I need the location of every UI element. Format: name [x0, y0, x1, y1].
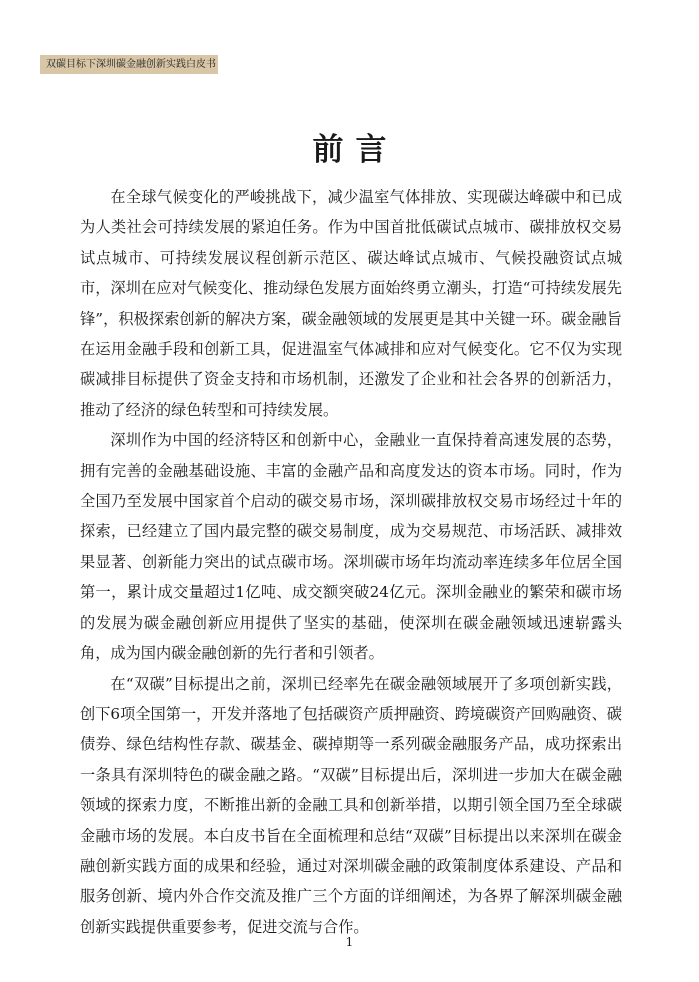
- paragraph-3: 在“双碳”目标提出之前，深圳已经率先在碳金融领域展开了多项创新实践，创下6项全国第一，开发并落地了包括碳资产质押融资、跨境碳资产回购融资、碳债券、绿色结构性存款、碳基金、碳掉期等一系列碳金融服务产品，成功探索出一条具有深圳特色的碳金融之路。“双碳”目标提出后，深圳进一步加大在碳金融领域的探索力度，不断推出新的金融工具和创新举措，以期引领全国乃至全球碳金融市场的发展。本白皮书旨在全面梳理和总结“双碳”目标提出以来深圳在碳金融创新实践方面的成果和经验，通过对深圳碳金融的政策制度体系建设、产品和服务创新、境内外合作交流及推广三个方面的详细阐述，为各界了解深圳碳金融创新实践提供重要参考，促进交流与合作。: [80, 674, 622, 936]
- page-number: 1: [345, 935, 354, 949]
- page-title: 前言: [312, 132, 399, 168]
- paragraph-1: 在全球气候变化的严峻挑战下，减少温室气体排放、实现碳达峰碳中和已成为人类社会可持续发展的紧迫任务。作为中国首批低碳试点城市、碳排放权交易试点城市、可持续发展议程创新示范区、碳达峰试点城市、气候投融资试点城市，深圳在应对气候变化、推动绿色发展方面始终勇立潮头，打造“可持续发展先锋”，积极探索创新的解决方案，碳金融领域的发展更是其中关键一环。碳金融旨在运用金融手段和创新工具，促进温室气体减排和应对气候变化。它不仅为实现碳减排目标提供了资金支持和市场机制，还激发了企业和社会各界的创新活力，推动了经济的绿色转型和可持续发展。: [80, 188, 622, 419]
- running-header-title: 双碳目标下深圳碳金融创新实践白皮书: [46, 59, 216, 70]
- running-header-tab: [40, 55, 218, 74]
- body-text: [80, 182, 622, 942]
- paragraph-2: 深圳作为中国的经济特区和创新中心，金融业一直保持着高速发展的态势，拥有完善的金融基础设施、丰富的金融产品和高度发达的资本市场。同时，作为全国乃至发展中国家首个启动的碳交易市场，深圳碳排放权交易市场经过十年的探索，已经建立了国内最完整的碳交易制度，成为交易规范、市场活跃、减排效果显著、创新能力突出的试点碳市场。深圳碳市场年均流动率连续多年位居全国第一，累计成交量超过1亿吨、成交额突破24亿元。深圳金融业的繁荣和碳市场的发展为碳金融创新应用提供了坚实的基础，使深圳在碳金融领域迅速崭露头角，成为国内碳金融创新的先行者和引领者。: [80, 431, 622, 663]
